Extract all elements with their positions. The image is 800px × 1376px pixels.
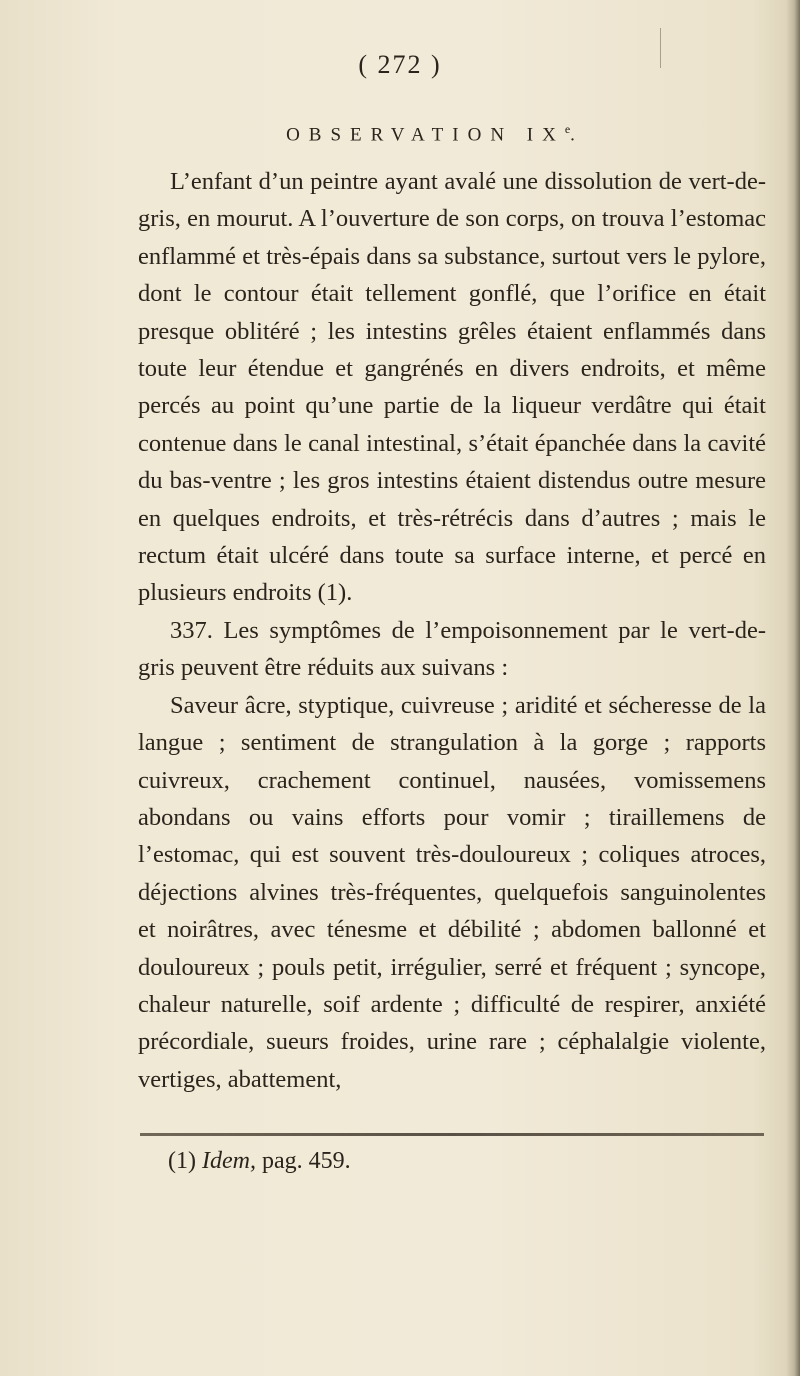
paragraph-autopsy: L’enfant d’un peintre ayant avalé une dissolution de vert-de-gris, en mourut. A l’ouverture de son corps, on trouva l’estomac enflammé et très-épais dans sa substance, surtout vers le pylore, dont le contour était tellement gonflé, que l’orifice en était presque oblitéré ; les intestins grêles étaient enflammés dans toute leur étendue et gangrénés en divers endroits, et même percés au point qu’une partie de la liqueur verdâtre qui était contenue dans le canal intestinal, s’était épanchée dans la cavité du bas-ventre ; les gros intestins étaient distendus outre mesure en quelques endroits, et très-rétrécis dans d’autres ; mais le rectum était ulcéré dans toute sa surface interne, et percé en plusieurs endroits (1). bbox=[138, 168, 766, 607]
paragraph-symptoms: Saveur âcre, styptique, cuivreuse ; aridité et sécheresse de la langue ; sentiment de strangulation à la gorge ; rapports cuivreux, crachement continuel, nausées, vomissemens abondans ou vains efforts pour vomir ; tiraillemens de l’estomac, qui est souvent très-douloureux ; coliques atroces, déjections alvines très-fréquentes, quelquefois sanguinolentes et noirâtres, avec ténesme et débilité ; abdomen ballonné et douloureux ; pouls petit, irrégulier, serré et fréquent ; syncope, chaleur naturelle, soif ardente ; difficulté de respirer, anxiété précordiale, sueurs froides, urine rare ; céphalalgie violente, vertiges, abattement, bbox=[138, 691, 766, 1093]
footnote-source: Idem, bbox=[201, 1148, 256, 1174]
body-text bbox=[138, 163, 766, 1098]
page-edge-shadow bbox=[786, 0, 800, 1376]
paragraph-337-intro: 337. Les symptômes de l’empoisonnement par le vert-de-gris peuvent être réduits aux suivans : bbox=[138, 616, 766, 682]
section-title: OBSERVATION IXe. bbox=[286, 122, 584, 146]
page-number: ( 272 ) bbox=[358, 50, 442, 79]
section-title-superscript: e bbox=[564, 122, 571, 136]
footnote-reference: pag. 459. bbox=[261, 1148, 351, 1174]
section-title-text: OBSERVATION IX bbox=[286, 124, 565, 146]
footnote bbox=[168, 1148, 351, 1175]
footnote-marker: (1) bbox=[168, 1148, 196, 1174]
footnote-divider bbox=[140, 1133, 764, 1136]
